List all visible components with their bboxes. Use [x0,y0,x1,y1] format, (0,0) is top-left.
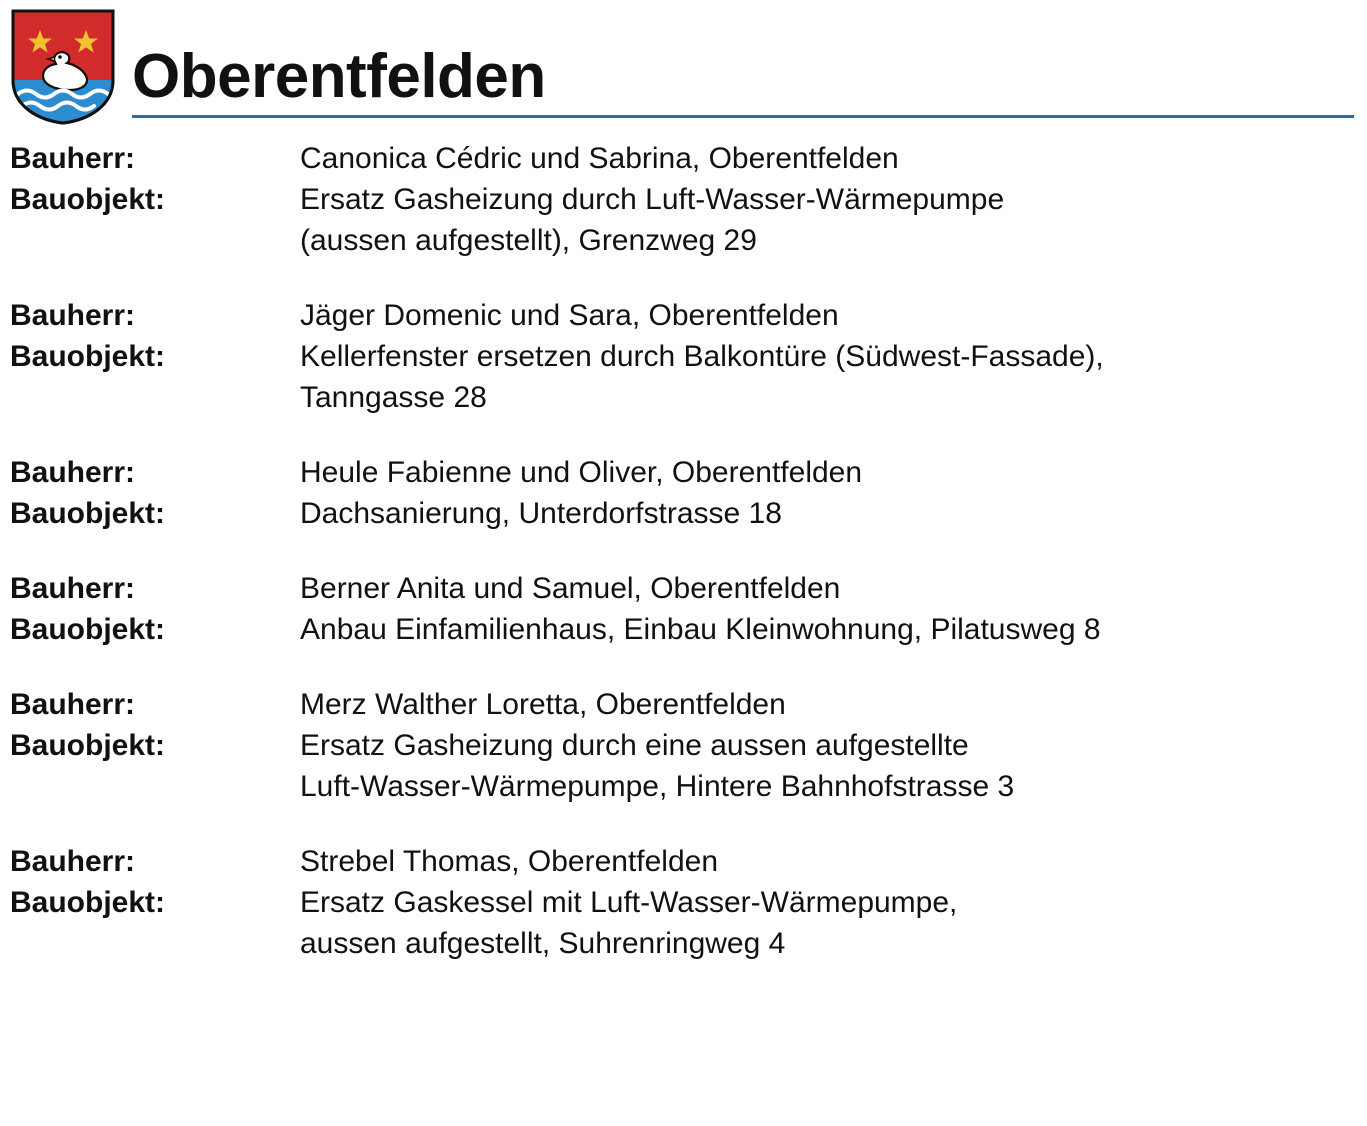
project-row [0,493,1367,534]
builder-label: Bauherr: [10,456,136,489]
list-item [0,138,1367,261]
builder-row [0,568,1367,609]
page-title: Oberentfelden [132,41,546,111]
builder-row [0,841,1367,882]
project-label: Bauobjekt: [10,729,166,762]
header-text-block [132,8,1367,126]
project-row [0,882,1367,964]
list-item [0,568,1367,650]
text-line: Jäger Domenic und Sara, Oberentfelden [300,299,839,332]
text-line: Luft-Wasser-Wärmepumpe, Hintere Bahnhofstrasse 3 [300,770,1015,803]
list-item [0,841,1367,964]
project-label: Bauobjekt: [10,613,166,646]
builder-row [0,138,1367,179]
project-value [300,609,1367,650]
builder-label: Bauherr: [10,845,136,878]
text-line: aussen aufgestellt, Suhrenringweg 4 [300,927,786,960]
builder-value [300,295,1367,336]
builder-label: Bauherr: [10,688,136,721]
project-value [300,493,1367,534]
builder-label: Bauherr: [10,299,136,332]
text-line: (aussen aufgestellt), Grenzweg 29 [300,224,757,257]
text-line: Berner Anita und Samuel, Oberentfelden [300,572,841,605]
list-item [0,295,1367,418]
project-row [0,609,1367,650]
builder-value [300,684,1367,725]
builder-value [300,568,1367,609]
builder-label: Bauherr: [10,142,136,175]
project-label: Bauobjekt: [10,886,166,919]
entries-list [0,126,1367,964]
text-line: Ersatz Gasheizung durch eine aussen aufgestellte [300,729,969,762]
builder-value [300,841,1367,882]
project-value [300,882,1367,964]
builder-value [300,452,1367,493]
builder-row [0,452,1367,493]
list-item [0,452,1367,534]
project-label: Bauobjekt: [10,497,166,530]
text-line: Tanngasse 28 [300,381,487,414]
builder-row [0,295,1367,336]
project-row [0,336,1367,418]
text-line: Heule Fabienne und Oliver, Oberentfelden [300,456,863,489]
text-line: Kellerfenster ersetzen durch Balkontüre (Südwest-Fassade), [300,340,1104,373]
project-label: Bauobjekt: [10,183,166,216]
text-line: Ersatz Gaskessel mit Luft-Wasser-Wärmepumpe, [300,886,958,919]
coat-of-arms-icon [10,8,116,126]
project-value [300,179,1367,261]
project-value [300,725,1367,807]
text-line: Dachsanierung, Unterdorfstrasse 18 [300,497,782,530]
header-divider [132,115,1354,118]
text-line: Strebel Thomas, Oberentfelden [300,845,719,878]
builder-value [300,138,1367,179]
text-line: Anbau Einfamilienhaus, Einbau Kleinwohnung, Pilatusweg 8 [300,613,1101,646]
project-row [0,725,1367,807]
builder-label: Bauherr: [10,572,136,605]
project-label: Bauobjekt: [10,340,166,373]
project-value [300,336,1367,418]
text-line: Ersatz Gasheizung durch Luft-Wasser-Wärmepumpe [300,183,1005,216]
project-row [0,179,1367,261]
builder-row [0,684,1367,725]
list-item [0,684,1367,807]
document-header [0,0,1367,126]
text-line: Merz Walther Loretta, Oberentfelden [300,688,786,721]
text-line: Canonica Cédric und Sabrina, Oberentfelden [300,142,899,175]
